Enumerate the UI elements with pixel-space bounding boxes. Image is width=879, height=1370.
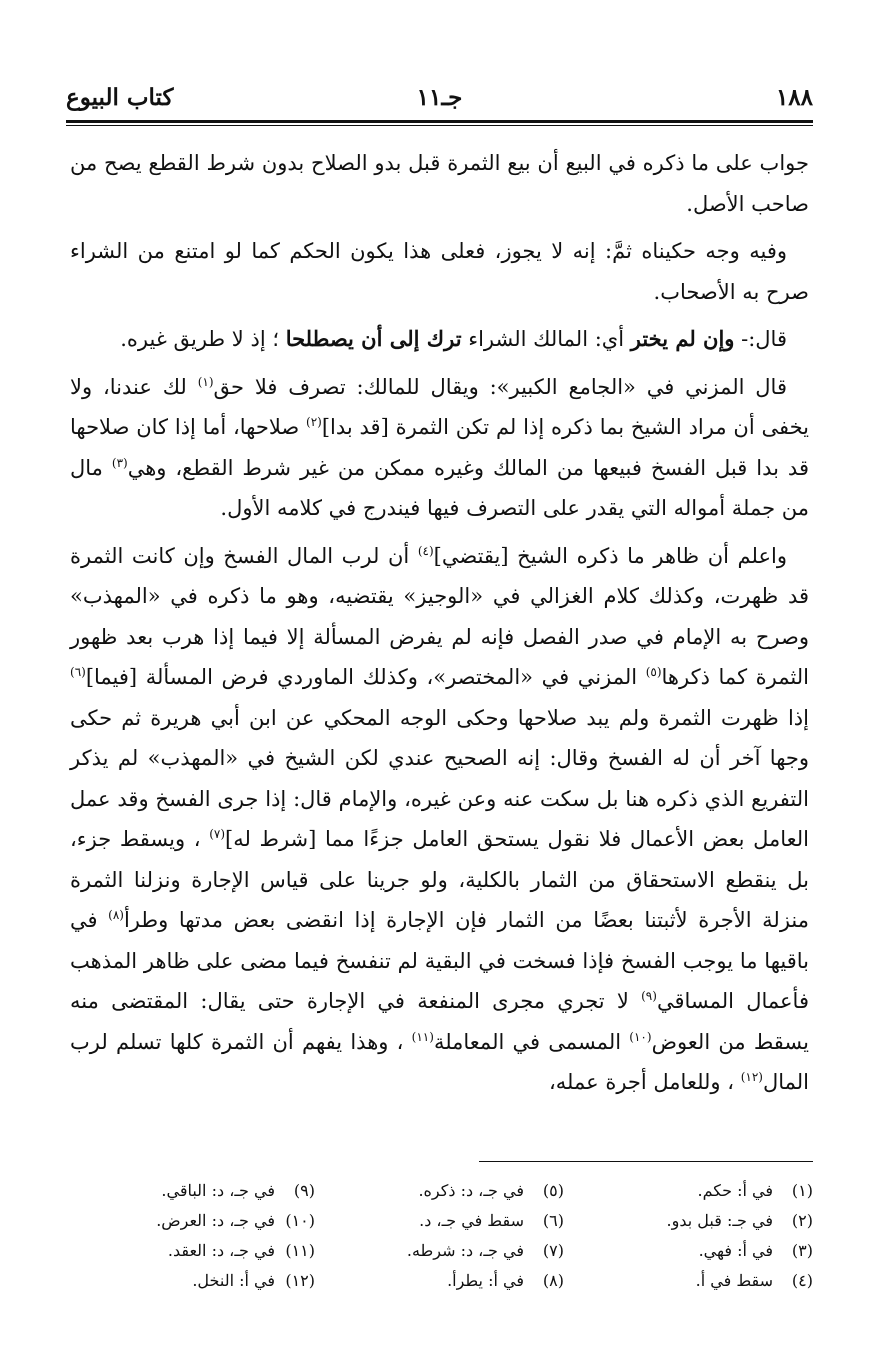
text-run: واعلم أن ظاهر ما ذكره الشيخ [يقتضي] (433, 543, 787, 568)
main-text (70, 143, 809, 1110)
footnote-number: (١١) (285, 1241, 315, 1260)
footnote-text: سقط في أ. (695, 1271, 773, 1290)
footnote-text: سقط في جـ، د. (419, 1211, 524, 1230)
volume-label: جـ١١ (416, 84, 463, 111)
footnote-text: في أ: فهي. (698, 1241, 773, 1260)
footnote-text: في جـ، د: العرض. (156, 1211, 275, 1230)
footnote-text: في أ: حكم. (697, 1181, 773, 1200)
footnote-number: (٤) (791, 1271, 813, 1290)
running-header (66, 84, 813, 118)
matn-text: ترك إلى أن يصطلحا (285, 326, 462, 351)
text-run: لك عندنا، ولا يخفى أن مراد الشيخ بما ذكره إذا لم تكن الثمرة [قد بدا] (70, 374, 809, 439)
text-run: ، وهذا يفهم أن الثمرة كلها تسلم لرب المال (70, 1029, 809, 1094)
footnote-text: في جـ: قبل بدو. (666, 1211, 773, 1230)
footnote-item (66, 1206, 315, 1236)
footnote-number: (٩) (293, 1181, 315, 1200)
text-run: ، وللعامل أجرة عمله، (548, 1070, 741, 1094)
footnote-item (315, 1176, 564, 1206)
text-run: المزني في «المختصر»، وكذلك الماوردي فرض المسألة [فيما] (85, 665, 646, 689)
footnote-number: (٢) (791, 1211, 813, 1230)
footnote-number: (١) (791, 1181, 813, 1200)
footnote-item (315, 1266, 564, 1296)
footnote-number: (٦) (542, 1211, 564, 1230)
footnote-ref: (١) (197, 374, 214, 389)
text-run: مال من جملة أمواله التي يقدر على التصرف فيها فيندرج في كلامه الأول. (70, 455, 809, 520)
footnote-ref: (٤) (417, 543, 434, 558)
paragraph-4 (70, 367, 809, 529)
footnote-text: في أ: يطرأ. (447, 1271, 524, 1290)
page-number: ١٨٨ (775, 84, 813, 111)
footnote-ref: (٥) (645, 665, 662, 679)
text-run: إذا ظهرت الثمرة ولم يبد صلاحها وحكى الوجه المحكي عن ابن أبي هريرة ثم حكى وجها آخر أن له الفسخ وقال: إنه الصحيح عندي لكن الشيخ في «المهذب» لم يذكر التفريع الذي ذكره هنا بل سكت عنه وعن غيره، والإمام قال: إذا جرى الفسخ وقد عمل العامل بعض الأعمال فلا نقول يستحق العامل جزءًا مما [شرط له] (70, 705, 809, 851)
footnote-ref: (١٠) (629, 1029, 652, 1044)
footnote-ref: (٢) (306, 415, 322, 429)
footnote-ref: (٦) (70, 665, 86, 679)
text-run: قال:- (734, 327, 787, 351)
footnote-item (66, 1236, 315, 1266)
text-run: لا تجري مجرى المنفعة في الإجارة حتى يقال: المقتضى منه يسقط من العوض (70, 989, 809, 1054)
footnote-item (66, 1176, 315, 1206)
text-run: في باقيها ما يوجب الفسخ فإذا فسخت في البقية لم تنفسخ فيما مضى على ظاهر المذهب فأعمال المساقي (70, 908, 809, 1013)
footnote-text: في جـ، د: الباقي. (161, 1181, 275, 1200)
footnote-text: في جـ، د: ذكره. (418, 1181, 524, 1200)
book-title: كتاب البيوع (66, 84, 174, 111)
text-run: أي: المالك الشراء (461, 327, 631, 351)
text-run: أن لرب المال الفسخ وإن كانت الثمرة قد ظهرت، وكذلك كلام الغزالي في «الوجيز» يقتضيه، وهو ما ذكره في «المهذب» وصرح به الإمام في صدر الفصل فإنه لم يفرض المسألة إلا فيما إذا هرب بعد ظهور الثمرة كما ذكرها (70, 543, 809, 689)
footnote-item (564, 1236, 813, 1266)
footnote-item (564, 1266, 813, 1296)
footnote-item (564, 1176, 813, 1206)
footnote-number: (٥) (542, 1181, 564, 1200)
footnote-number: (١٠) (285, 1211, 315, 1230)
footnote-text: في أ: النخل. (192, 1271, 275, 1290)
footnote-ref: (١١) (411, 1029, 434, 1044)
text-run: ؛ إذ لا طريق غيره. (120, 327, 286, 351)
matn-text: وإن لم يختر (630, 326, 735, 351)
footnote-ref: (٧) (209, 827, 226, 841)
footnote-column (66, 1176, 315, 1306)
footnote-column (315, 1176, 564, 1306)
text-run: قال المزني في «الجامع الكبير»: ويقال للمالك: تصرف فلا حق (213, 374, 787, 399)
header-rule-thick (66, 120, 813, 123)
footnote-item (564, 1206, 813, 1236)
text-run: ، ويسقط جزء، بل ينقطع الاستحقاق من الثمار بالكلية، ولو جرينا على قياس الإجارة ونزلنا الثمرة منزلة الأجرة لأثبتنا بعضًا من الثمار فإن الإجارة إذا انقضى بعض مدتها وطرأ (70, 827, 809, 932)
footnotes (66, 1176, 813, 1306)
footnote-text: في جـ، د: العقد. (167, 1241, 275, 1260)
footnote-item (66, 1266, 315, 1296)
footnote-ref: (٣) (111, 455, 128, 470)
footnote-number: (٨) (542, 1271, 564, 1290)
text-run: المسمى في المعاملة (433, 1029, 630, 1054)
footnote-item (315, 1206, 564, 1236)
footnote-column (564, 1176, 813, 1306)
footnote-ref: (٨) (108, 908, 124, 922)
paragraph-3 (70, 319, 809, 360)
paragraph-5 (70, 536, 809, 1103)
footnote-number: (١٢) (285, 1271, 315, 1290)
header-rule-thin (66, 125, 813, 126)
paragraph-1: جواب على ما ذكره في البيع أن بيع الثمرة قبل بدو الصلاح بدون شرط القطع يصح من صاحب الأصل. (70, 151, 809, 216)
paragraph-2: وفيه وجه حكيناه ثمَّ: إنه لا يجوز، فعلى هذا يكون الحكم كما لو امتنع من الشراء صرح به الأصحاب. (70, 239, 809, 304)
text-run: صلاحها، أما إذا كان صلاحها قد بدا قبل الفسخ فبيعها من المالك وغيره ممكن من غير شرط القطع، وهي (70, 415, 809, 480)
footnote-number: (٣) (791, 1241, 813, 1260)
footnote-separator (479, 1161, 813, 1162)
footnote-number: (٧) (542, 1241, 564, 1260)
footnote-ref: (٩) (641, 989, 657, 1003)
footnote-ref: (١٢) (740, 1070, 763, 1084)
footnote-text: في جـ، د: شرطه. (406, 1241, 524, 1260)
footnote-item (315, 1236, 564, 1266)
